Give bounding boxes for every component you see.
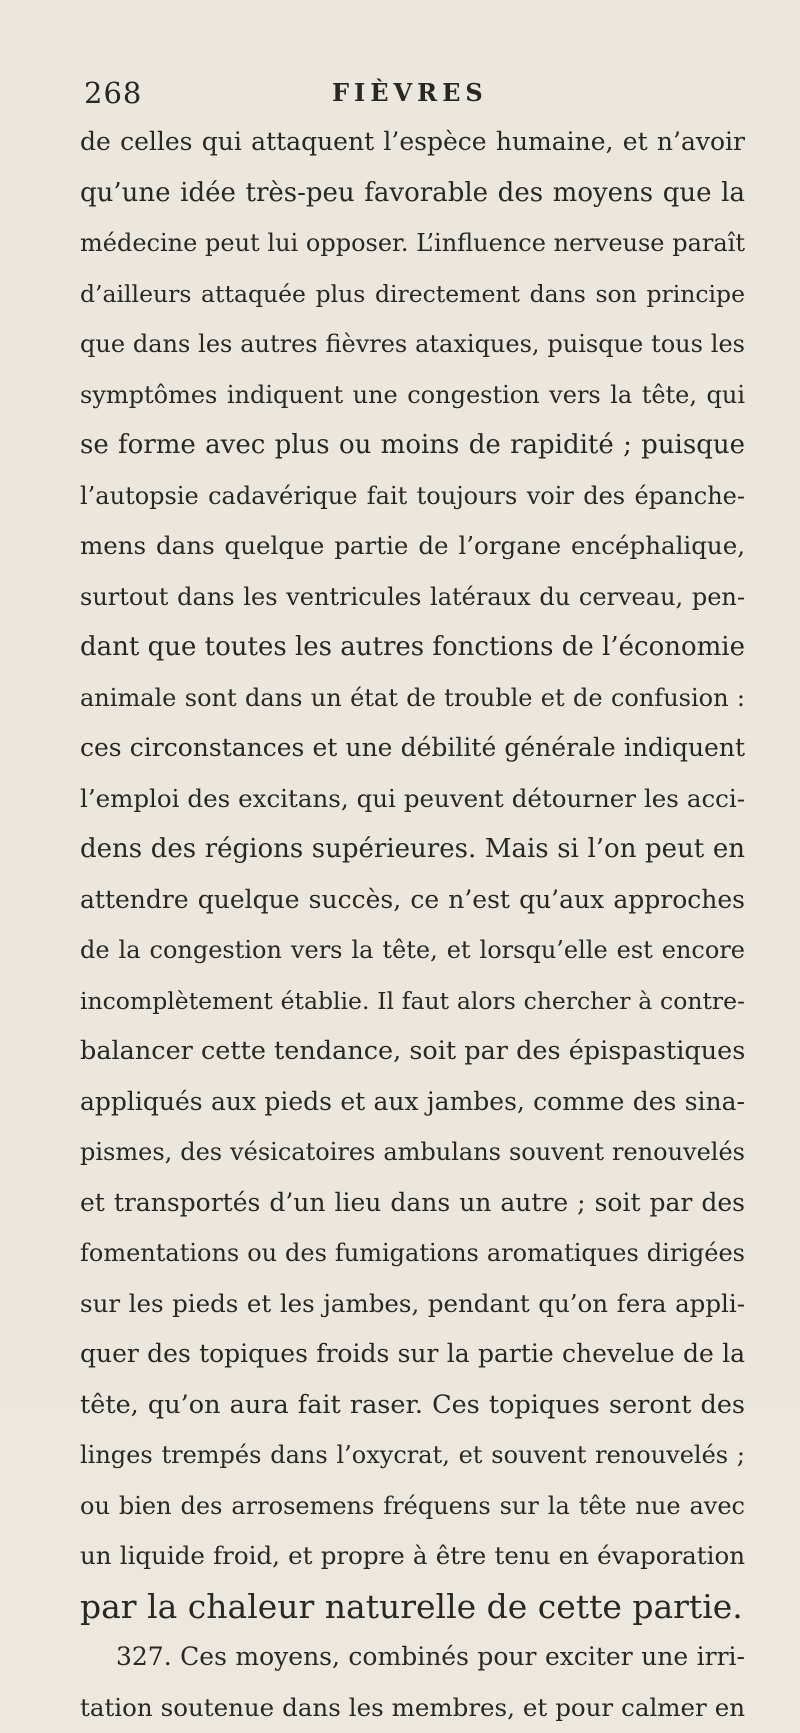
text-line: animale sont dans un état de trouble et de confusion : (80, 673, 745, 724)
text-line: se forme avec plus ou moins de rapidité ; puisque (80, 420, 745, 471)
text-line: l’autopsie cadavérique fait toujours voir des épanche- (80, 471, 745, 522)
text-line: incomplètement établie. Il faut alors chercher à contre- (80, 976, 745, 1027)
text-line: de celles qui attaquent l’espèce humaine, et n’avoir (80, 117, 745, 168)
text-line: ou bien des arrosemens fréquens sur la tête nue avec (80, 1481, 745, 1532)
body-text (80, 117, 745, 1733)
text-line: tation soutenue dans les membres, et pour calmer en (80, 1683, 745, 1733)
text-line: surtout dans les ventricules latéraux du cerveau, pen- (80, 572, 745, 623)
text-line: symptômes indiquent une congestion vers la tête, qui (80, 370, 745, 421)
text-line: tête, qu’on aura fait raser. Ces topiques seront des (80, 1380, 745, 1431)
running-title: FIÈVRES (332, 78, 488, 107)
text-line: l’emploi des excitans, qui peuvent détourner les acci- (80, 774, 745, 825)
section-327-start-line: 327. Ces moyens, combinés pour exciter une irri- (80, 1632, 745, 1683)
text-line: dant que toutes les autres fonctions de l’économie (80, 622, 745, 673)
text-line: quer des topiques froids sur la partie chevelue de la (80, 1329, 745, 1380)
page-header (84, 76, 724, 116)
text-line: pismes, des vésicatoires ambulans souvent renouvelés (80, 1127, 745, 1178)
page-number: 268 (84, 76, 142, 110)
text-line: qu’une idée très-peu favorable des moyens que la (80, 168, 745, 219)
paragraph-end-line: par la chaleur naturelle de cette partie. (80, 1582, 745, 1633)
text-line: linges trempés dans l’oxycrat, et souvent renouvelés ; (80, 1430, 745, 1481)
text-line: d’ailleurs attaquée plus directement dans son principe (80, 269, 745, 320)
text-line: médecine peut lui opposer. L’influence nerveuse paraît (80, 218, 745, 269)
text-line: et transportés d’un lieu dans un autre ; soit par des (80, 1178, 745, 1229)
text-line: ces circonstances et une débilité générale indiquent (80, 723, 745, 774)
text-line: attendre quelque succès, ce n’est qu’aux approches (80, 875, 745, 926)
text-line: dens des régions supérieures. Mais si l’on peut en (80, 824, 745, 875)
text-line: que dans les autres fièvres ataxiques, puisque tous les (80, 319, 745, 370)
text-line: sur les pieds et les jambes, pendant qu’on fera appli- (80, 1279, 745, 1330)
text-line: balancer cette tendance, soit par des épispastiques (80, 1026, 745, 1077)
text-line: appliqués aux pieds et aux jambes, comme des sina- (80, 1077, 745, 1128)
text-line: mens dans quelque partie de l’organe encéphalique, (80, 521, 745, 572)
text-line: un liquide froid, et propre à être tenu en évaporation (80, 1531, 745, 1582)
text-line: de la congestion vers la tête, et lorsqu’elle est encore (80, 925, 745, 976)
text-line: fomentations ou des fumigations aromatiques dirigées (80, 1228, 745, 1279)
